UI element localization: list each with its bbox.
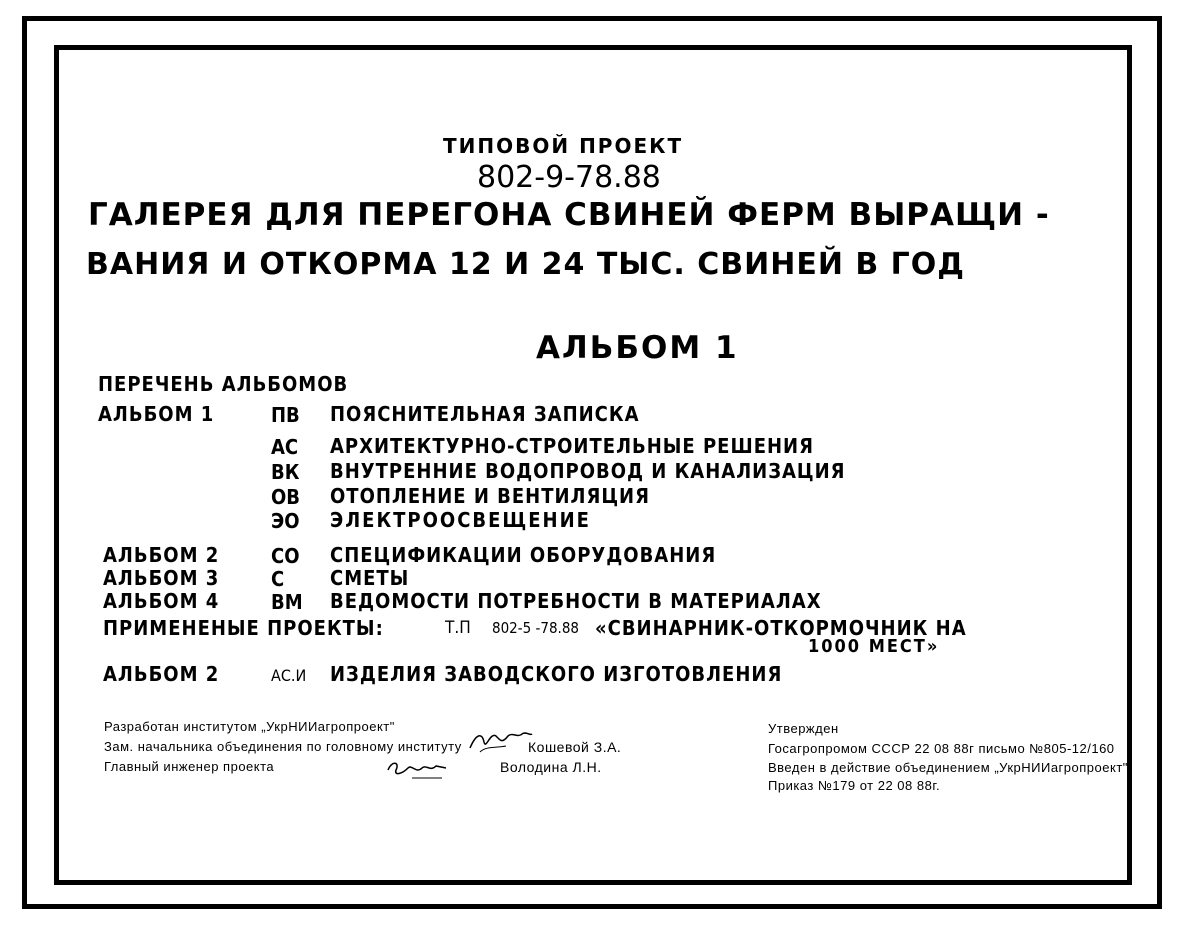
applied-tp: Т.П (445, 618, 471, 638)
applied-project-name-cont: 1000 МЕСТ» (808, 636, 940, 657)
album-code: ВМ (271, 590, 303, 614)
album-code: СО (271, 544, 300, 568)
deputy-signature (466, 728, 536, 756)
applied-album-label: АЛЬБОМ 2 (103, 662, 220, 686)
album1-item-name: ЭЛЕКТРООСВЕЩЕНИЕ (330, 508, 591, 532)
album1-item-name: АРХИТЕКТУРНО-СТРОИТЕЛЬНЫЕ РЕШЕНИЯ (330, 434, 814, 458)
album1-item-name: ВНУТРЕННИЕ ВОДОПРОВОД И КАНАЛИЗАЦИЯ (330, 459, 846, 483)
deputy-name: Кошевой З.А. (528, 739, 622, 755)
album1-item-code: ОВ (271, 485, 301, 509)
album-name: СМЕТЫ (330, 566, 410, 590)
album1-item-name: ПОЯСНИТЕЛЬНАЯ ЗАПИСКА (330, 402, 640, 426)
album1-item-code: ЭО (271, 509, 300, 533)
developed-by: Разработан институтом „УкрНИИагропроект" (104, 719, 395, 734)
title-line-2: ВАНИЯ И ОТКОРМА 12 И 24 ТЫС. СВИНЕЙ В ГОД (86, 247, 966, 282)
chief-engineer-name: Володина Л.Н. (500, 759, 602, 775)
album-code: С (271, 567, 285, 591)
album-name: ВЕДОМОСТИ ПОТРЕБНОСТИ В МАТЕРИАЛАХ (330, 589, 822, 613)
order-number: Приказ №179 от 22 08 88г. (768, 778, 941, 793)
album1-item-code: АС (271, 435, 299, 459)
project-number: 802-9-78.88 (477, 160, 661, 195)
album1-item-name: ОТОПЛЕНИЕ И ВЕНТИЛЯЦИЯ (330, 484, 650, 508)
applied-project-name: «СВИНАРНИК-ОТКОРМОЧНИК НА (595, 616, 967, 640)
album1-item-code: ВК (271, 460, 300, 484)
approved-by: Госагропромом СССР 22 08 88г письмо №805-12/160 (768, 741, 1115, 756)
album1-label: АЛЬБОМ 1 (98, 402, 215, 426)
chief-engineer-role: Главный инженер проекта (104, 759, 275, 774)
introduced-by: Введен в действие объединением „УкрНИИагропроект" (768, 760, 1128, 775)
applied-album-code: АС.И (271, 666, 307, 685)
project-kind: ТИПОВОЙ ПРОЕКТ (443, 134, 684, 158)
album-title: АЛЬБОМ 1 (536, 330, 739, 366)
albums-heading: ПЕРЕЧЕНЬ АЛЬБОМОВ (98, 372, 349, 396)
applied-album-name: ИЗДЕЛИЯ ЗАВОДСКОГО ИЗГОТОВЛЕНИЯ (330, 662, 783, 686)
album-name: СПЕЦИФИКАЦИИ ОБОРУДОВАНИЯ (330, 543, 717, 567)
album1-item-code: ПВ (271, 403, 300, 427)
album-label: АЛЬБОМ 3 (103, 566, 220, 590)
chief-engineer-signature (382, 756, 452, 782)
title-line-1: ГАЛЕРЕЯ ДЛЯ ПЕРЕГОНА СВИНЕЙ ФЕРМ ВЫРАЩИ - (88, 197, 1050, 233)
album-label: АЛЬБОМ 2 (103, 543, 220, 567)
approved-label: Утвержден (768, 721, 839, 736)
applied-projects-label: ПРИМЕНЕНЫЕ ПРОЕКТЫ: (103, 616, 384, 640)
album-label: АЛЬБОМ 4 (103, 589, 220, 613)
applied-project-number: 802-5 -78.88 (492, 619, 579, 637)
deputy-role: Зам. начальника объединения по головному институту (104, 739, 462, 754)
